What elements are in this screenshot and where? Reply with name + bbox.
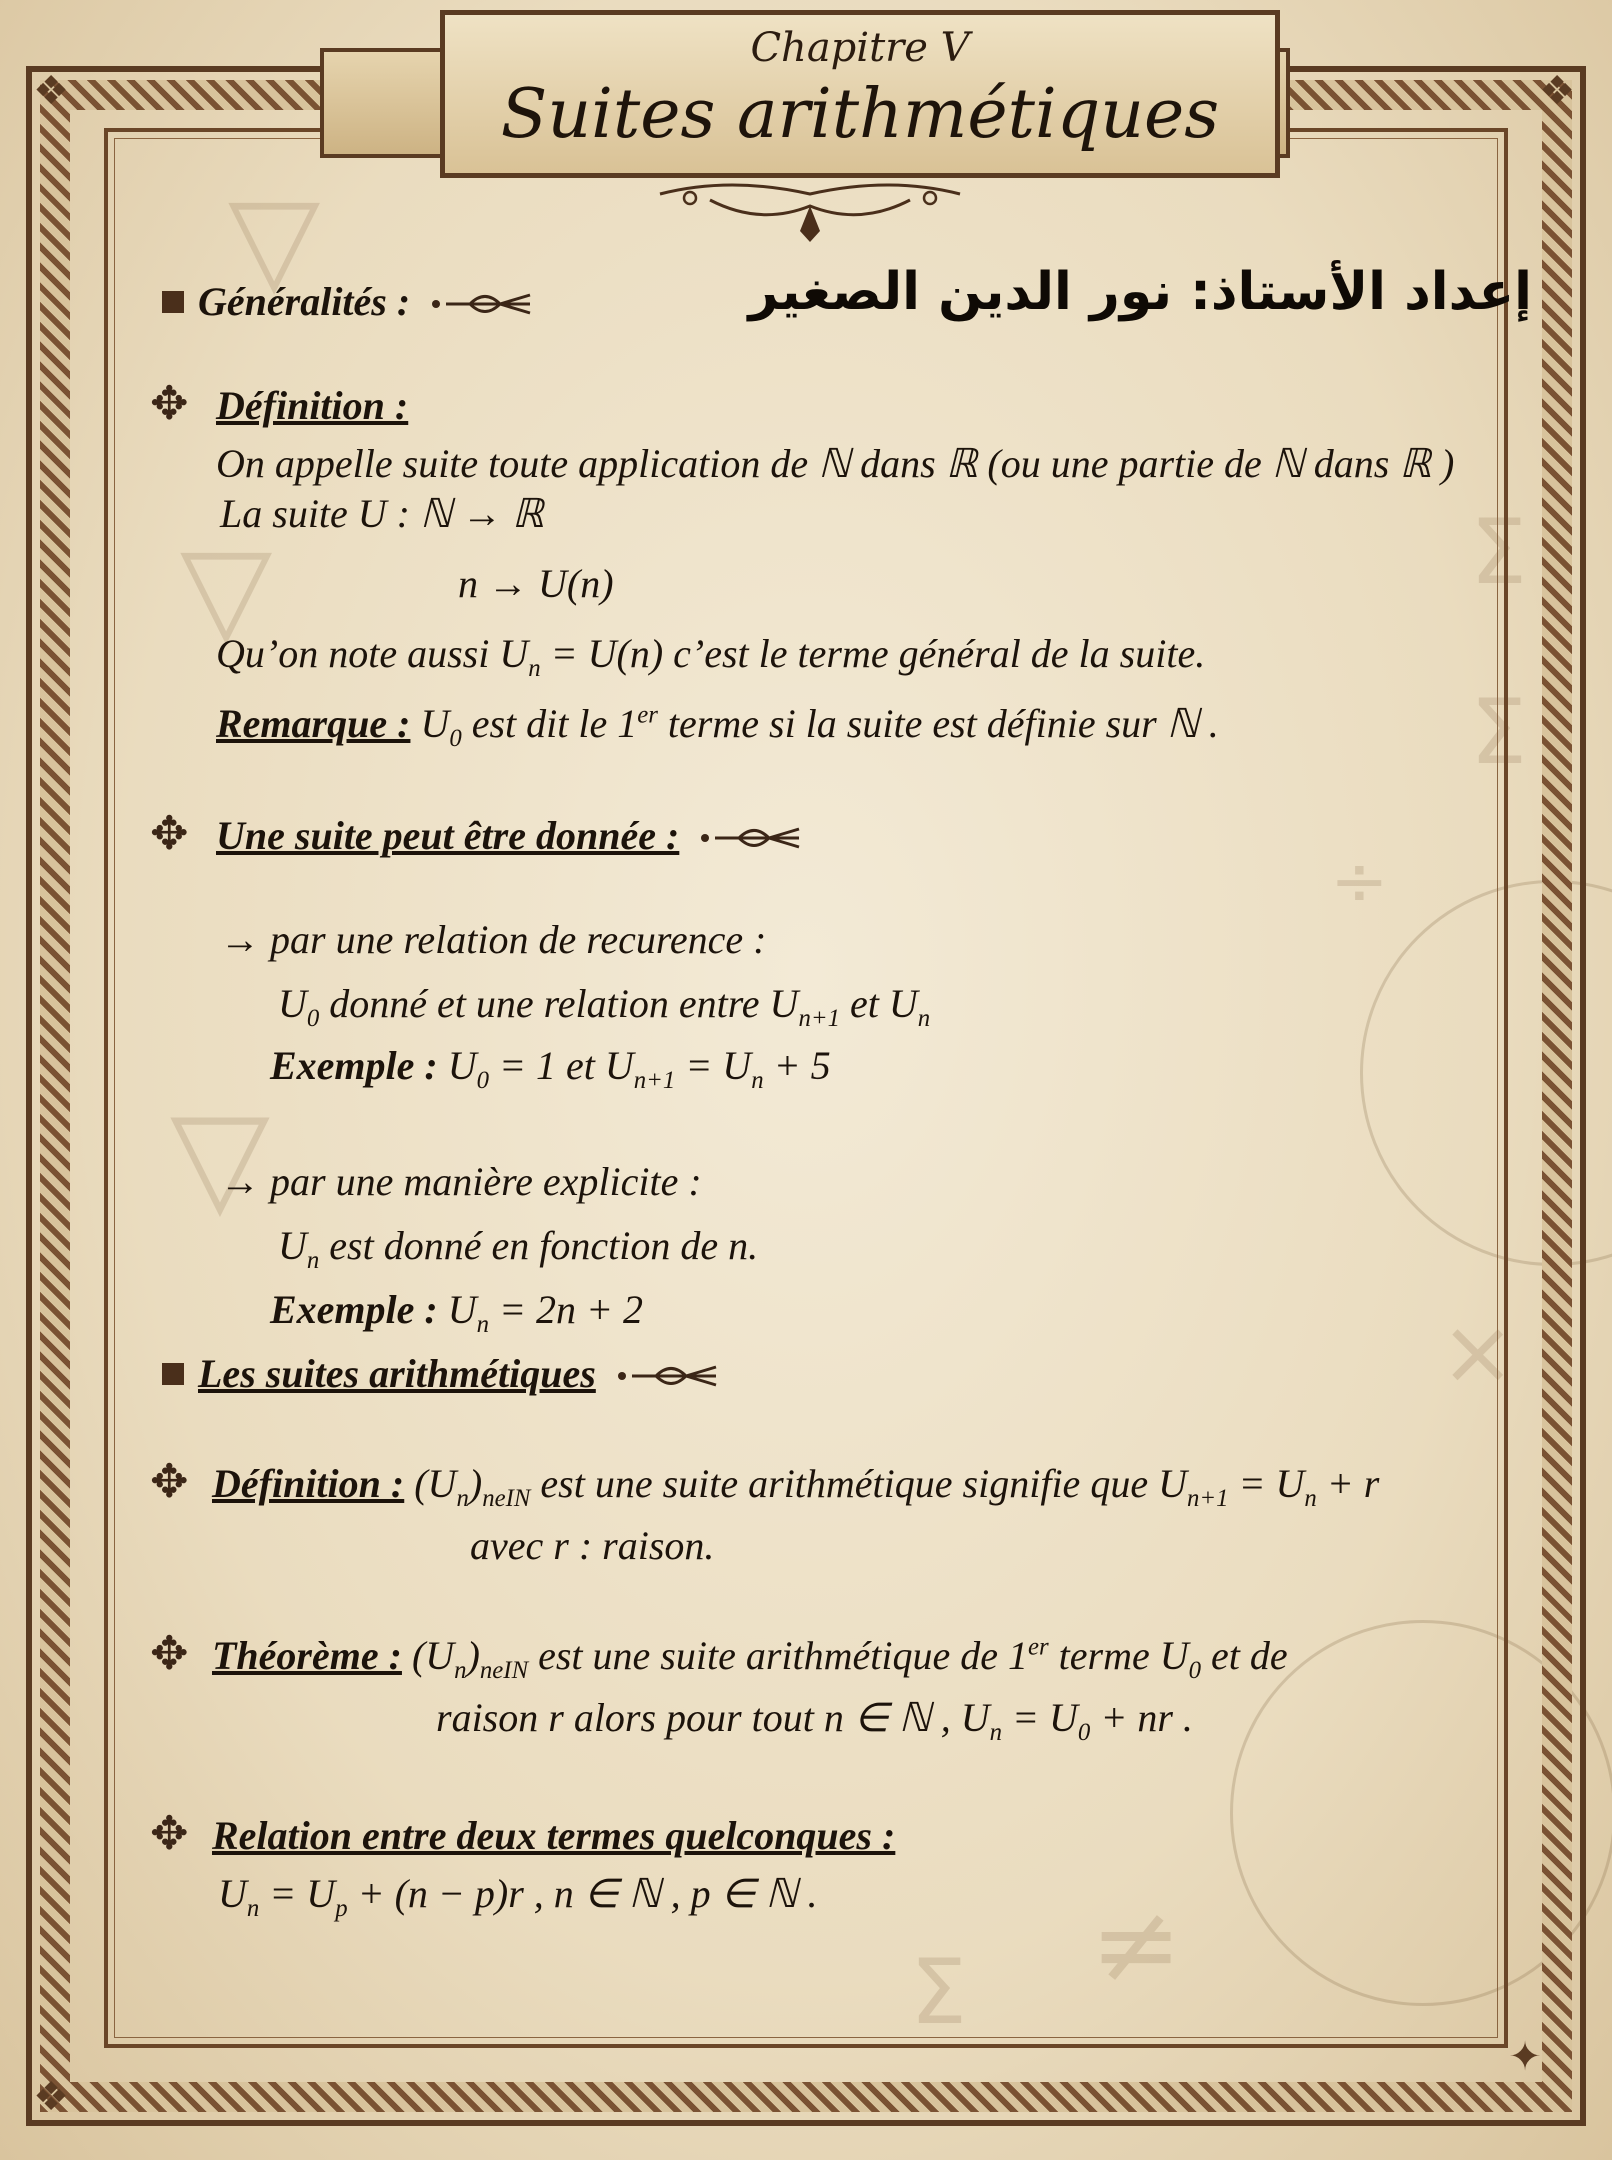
text-part: = 2n + 2 [489, 1287, 644, 1332]
fleuron-bullet-icon: ✥ [150, 1626, 189, 1680]
fleuron-bullet-icon: ✥ [150, 1454, 189, 1508]
subscript: 0 [476, 1067, 490, 1094]
title-banner [440, 10, 1280, 178]
definition-line: On appelle suite toute application de ℕ dans ℝ (ou une partie de ℕ dans ℝ ) [216, 441, 1455, 486]
subscript: neIN [479, 1657, 529, 1684]
text-part: = U(n) c’est le terme général de la suite. [540, 631, 1206, 676]
subscript: n [528, 655, 541, 682]
watermark-triangle: ▽ [170, 1080, 270, 1232]
text-part: = U [1228, 1461, 1305, 1506]
text-part: donné et une relation entre U [319, 981, 799, 1026]
theorem-line2 [436, 1694, 1193, 1747]
explicit-line [278, 1222, 758, 1275]
subscript: n [476, 1311, 490, 1338]
section-heading-donnee [216, 812, 809, 859]
corner-ornament-icon: ❖ [1539, 68, 1575, 114]
fleuron-bullet-icon: ✥ [150, 806, 189, 860]
text-part: et U [839, 981, 918, 1026]
text-part: = 1 et U [489, 1043, 634, 1088]
watermark-sigma: Σ [1470, 680, 1527, 785]
author-name: إعداد الأستاذ: نور الدين الصغير [748, 262, 1532, 322]
definition-line [216, 630, 1205, 683]
subscript: n [456, 1485, 469, 1512]
flourish-icon [616, 1359, 726, 1393]
subscript: 0 [1188, 1657, 1202, 1684]
subscript: 0 [449, 725, 462, 752]
subscript: neIN [482, 1485, 531, 1512]
text-part: terme U [1048, 1633, 1189, 1678]
subscript: n [246, 1895, 260, 1922]
recurrence-line: → par une relation de recurence : [220, 917, 767, 962]
definition-line: La suite U : ℕ → ℝ [220, 491, 544, 536]
section-heading-generalites [162, 278, 540, 325]
subscript: 0 [1077, 1719, 1091, 1746]
example-label: Exemple : [270, 1043, 438, 1088]
corner-ornament-icon: ✦ [1508, 2034, 1542, 2080]
text-part: U [410, 701, 450, 746]
remarque-line [216, 700, 1219, 753]
page-title: Suites arithmétiques [500, 75, 1220, 154]
flourish-icon [430, 287, 540, 321]
subscript: n+1 [633, 1067, 676, 1094]
subscript: 0 [306, 1005, 320, 1032]
text-part: U [278, 1223, 307, 1268]
watermark-cross: × [1440, 1300, 1516, 1405]
text-part: ) [468, 1461, 483, 1506]
text-part: est une suite arithmétique signifie que U [530, 1461, 1187, 1506]
text-part: est une suite arithmétique de 1 [528, 1633, 1029, 1678]
section-heading-arithmetiques [162, 1350, 726, 1397]
flourish-icon [699, 821, 809, 855]
text-part: Qu’on note aussi U [216, 631, 529, 676]
text-part: terme si la suite est définie sur ℕ . [657, 701, 1219, 746]
text-part: = U [259, 1871, 336, 1916]
subscript: n+1 [1186, 1485, 1229, 1512]
text-part: = U [1002, 1695, 1078, 1740]
subscript: n [306, 1247, 320, 1274]
subscript: n [454, 1657, 467, 1684]
relation-formula [218, 1870, 818, 1923]
text-part: + 5 [763, 1043, 831, 1088]
definition-label: Définition : [212, 1461, 405, 1506]
definition-label: Définition : [216, 383, 409, 428]
subscript: n [917, 1005, 931, 1032]
definition-line: n → U(n) [458, 561, 614, 606]
explicit-line: → par une manière explicite : [220, 1159, 702, 1204]
arith-definition [212, 1460, 1379, 1513]
theorem-line [212, 1632, 1288, 1685]
text-part: = U [675, 1043, 752, 1088]
fleuron-bullet-icon: ✥ [150, 376, 189, 430]
recurrence-line [278, 980, 930, 1033]
square-bullet-icon [162, 291, 184, 313]
relation-label: Relation entre deux termes quelconques : [212, 1813, 896, 1858]
watermark-triangle: ▽ [228, 170, 321, 309]
square-bullet-icon [162, 1363, 184, 1385]
text-part: + nr . [1090, 1695, 1193, 1740]
text-part: (U [404, 1461, 457, 1506]
watermark-sigma: Σ [910, 1940, 967, 2045]
chapter-label: Chapitre V [750, 25, 970, 71]
watermark-divide: ÷ [1330, 840, 1389, 922]
text-part: U [437, 1287, 477, 1332]
text-part: et de [1201, 1633, 1288, 1678]
subscript: n [751, 1067, 764, 1094]
arith-heading-text: Les suites arithmétiques [198, 1351, 596, 1396]
explicit-example [270, 1286, 643, 1339]
watermark-notequal: ≠ [1090, 1880, 1183, 2008]
text-part: est dit le 1 [461, 701, 638, 746]
superscript: er [637, 701, 658, 729]
banner-flourish-icon [650, 176, 970, 246]
corner-ornament-icon: ❖ [33, 2074, 69, 2120]
remarque-label: Remarque : [216, 701, 411, 746]
text-part: raison r alors pour tout n ∈ ℕ , U [436, 1695, 990, 1740]
text-part: (U [401, 1633, 455, 1678]
text-part: U [437, 1043, 477, 1088]
recurrence-example [270, 1042, 831, 1095]
watermark-triangle: ▽ [180, 520, 273, 659]
text-part: U [278, 981, 307, 1026]
donnee-heading-text: Une suite peut être donnée : [216, 813, 680, 858]
example-label: Exemple : [270, 1287, 438, 1332]
generalites-heading-text: Généralités : [198, 279, 411, 324]
superscript: er [1028, 1633, 1049, 1661]
theorem-label: Théorème : [212, 1633, 402, 1678]
text-part: + r [1316, 1461, 1380, 1506]
text-part: + (n − p)r , n ∈ ℕ , p ∈ ℕ . [347, 1871, 818, 1916]
subscript: n+1 [798, 1005, 840, 1032]
subscript: n [989, 1719, 1003, 1746]
subscript: n [1304, 1485, 1317, 1512]
text-part: U [218, 1871, 247, 1916]
watermark-sigma: Σ [1470, 500, 1527, 605]
fleuron-bullet-icon: ✥ [150, 1806, 189, 1860]
subscript: p [335, 1895, 348, 1922]
arith-definition-line2: avec r : raison. [470, 1523, 715, 1568]
text-part: est donné en fonction de n. [319, 1223, 759, 1268]
text-part: ) [466, 1633, 480, 1678]
corner-ornament-icon: ❖ [33, 68, 69, 114]
